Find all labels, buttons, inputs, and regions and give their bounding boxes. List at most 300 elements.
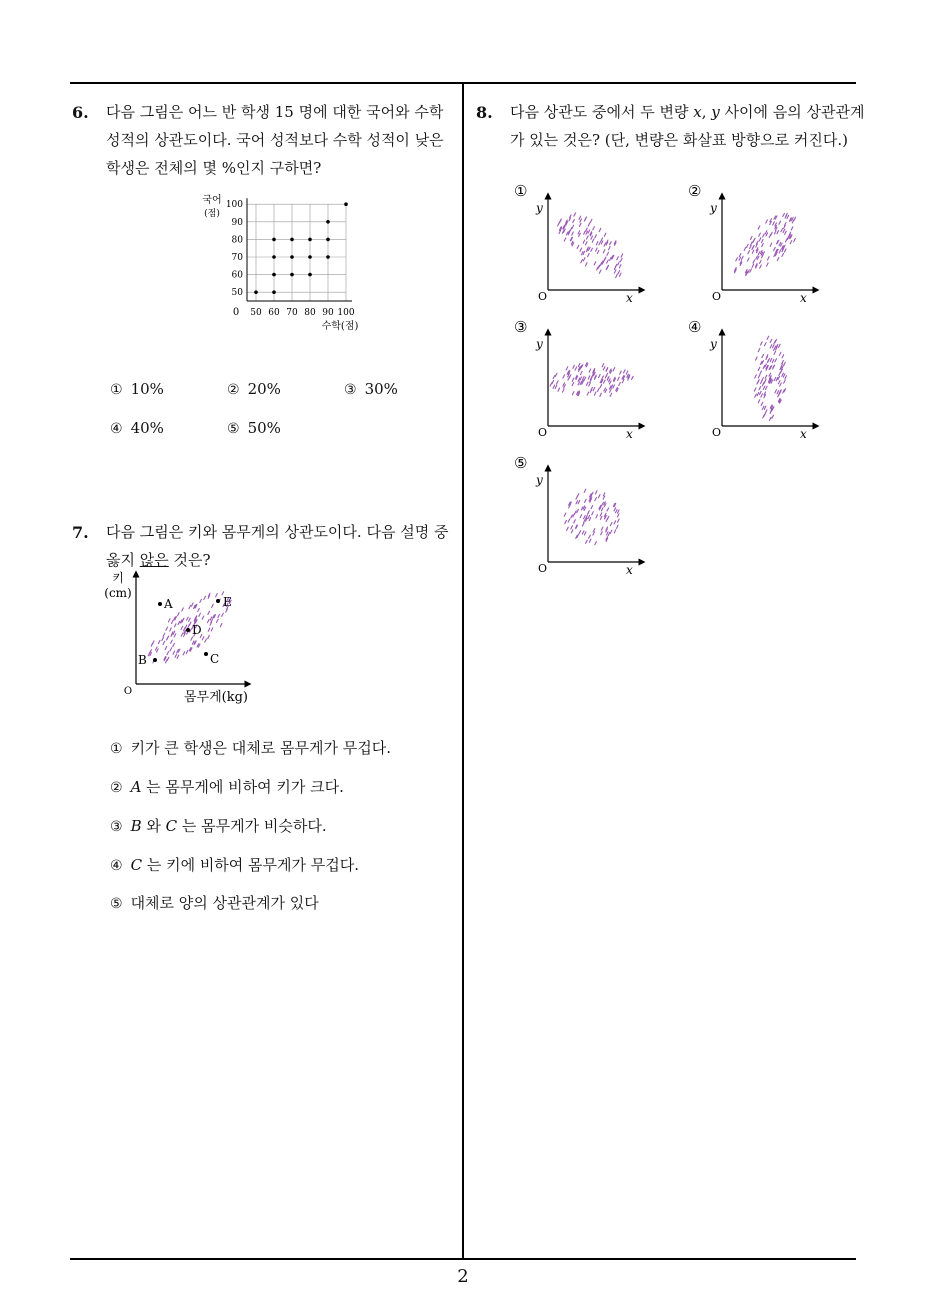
q8-plot-1-dot-93 [583, 240, 585, 243]
q8-plot-2-dot-76 [759, 233, 761, 236]
q8-plot-1-dot-80 [599, 228, 601, 231]
q8-plot-4-dot-83 [784, 362, 786, 365]
q8-plot-1-dot-85 [591, 236, 593, 239]
q8-plot-3-dot-26 [578, 378, 580, 381]
q8-plot-5-dot-93 [586, 540, 588, 543]
q8-choice-1[interactable] [512, 180, 648, 312]
q8-plot-4-dot-26 [779, 344, 781, 347]
q8-plot-5-dot-24 [614, 521, 616, 524]
q8-plot-1-dot-87 [604, 243, 606, 246]
q6-choice-3[interactable] [344, 380, 398, 398]
q8-plot-4-dot-32 [766, 386, 768, 389]
q6-y-tick-80: 80 [231, 235, 243, 246]
q8-plot-1-dot-16 [614, 270, 616, 273]
q6-choice-1-mark: ① [110, 382, 123, 398]
q8-plot-2 [686, 180, 822, 308]
q8-plot-5-x-label: x [626, 563, 633, 577]
q8-plot-1-dot-107 [597, 250, 599, 253]
q8-plot-4-dot-108 [764, 406, 766, 409]
q8-plot-4-dot-88 [764, 413, 766, 416]
q6-point-14 [344, 202, 348, 206]
q8-plot-4-dot-16 [784, 380, 786, 383]
q8-plot-2-y-label: y [710, 201, 717, 215]
q8-plot-5-dot-32 [581, 507, 583, 510]
q6-x-tick-100: 100 [337, 308, 355, 318]
q8-plot-5-dot-20 [578, 501, 580, 504]
q7-choice-3-var: B [130, 817, 142, 835]
q8-plot-4-dot-66 [756, 357, 758, 360]
q8-plot-4-dot-29 [758, 375, 760, 378]
q7-choice-5[interactable] [110, 892, 319, 913]
q8-plot-4-dot-20 [775, 359, 777, 362]
q7-cloud-dot-97 [170, 628, 172, 631]
q8-plot-4-dot-96 [759, 387, 761, 390]
q8-plot-5-dot-28 [577, 510, 579, 513]
q6-point-2 [272, 273, 276, 277]
q6-point-7 [290, 238, 294, 242]
q8-plot-3-dot-51 [613, 385, 615, 388]
q8-plot-2-dot-50 [783, 229, 785, 232]
q7-cloud-dot-116 [195, 616, 197, 619]
q8-plot-3-dot-19 [600, 393, 602, 396]
q6-choice-4[interactable] [110, 419, 164, 437]
q8-plot-1-dot-3 [599, 270, 601, 273]
q8-plot-3-dot-25 [552, 380, 554, 383]
q8-choice-5[interactable] [512, 452, 648, 584]
q6-x-tick-70: 70 [286, 308, 298, 318]
q8-plot-3-dot-76 [594, 392, 596, 395]
q8-plot-2-dot-48 [758, 226, 760, 229]
q8-plot-2-dot-79 [783, 213, 785, 216]
q8-plot-4-dot-84 [767, 359, 769, 362]
q7-choice-4-mark: ④ [110, 858, 123, 874]
q7-choice-4-var: C [130, 856, 143, 874]
q8-plot-4-dot-35 [762, 406, 764, 409]
q8-plot-4-dot-77 [755, 375, 757, 378]
q8-plot-2-dot-58 [761, 239, 763, 242]
q8-plot-4-dot-93 [770, 410, 772, 413]
q6-choice-5-text: 50% [247, 419, 281, 437]
q8-plot-3 [512, 316, 648, 444]
q8-plot-2-dot-78 [787, 237, 789, 240]
q8-plot-2-dot-68 [762, 243, 764, 246]
q7-point-d-label: D [192, 623, 202, 637]
q8-plot-5-dot-78 [567, 527, 569, 530]
q7-point-e-label: E [223, 595, 232, 609]
q8-choice-4-mark: ④ [688, 318, 702, 336]
q8-plot-3-dot-99 [610, 393, 612, 396]
q7-choice-3-text: 는 몸무게가 비슷하다. [177, 817, 327, 835]
q8-plot-5-y-label: y [536, 473, 543, 487]
q8-plot-2-dot-81 [782, 253, 784, 256]
q8-plot-1-dot-101 [579, 223, 581, 226]
q6-point-11 [326, 255, 330, 259]
q8-plot-3-dot-83 [572, 378, 574, 381]
q8-plot-3-dot-106 [606, 373, 608, 376]
q7-cloud-dot-47 [171, 640, 173, 643]
q8-plot-1-dot-12 [596, 248, 598, 251]
q7-cloud-dot-69 [208, 628, 210, 631]
q8-plot-4-dot-100 [772, 359, 774, 362]
q7-cloud-dot-13 [189, 618, 191, 621]
q6-x-tick-90: 90 [322, 308, 334, 318]
q8-plot-2-origin: O [712, 290, 722, 303]
q8-plot-1-dot-54 [590, 219, 592, 222]
q8-plot-1-dot-70 [607, 252, 609, 255]
q8-plot-5-dot-76 [595, 491, 597, 494]
q6-choice-3-mark: ③ [344, 382, 357, 398]
q8-plot-4-dot-92 [783, 390, 785, 393]
q8-plot-5-dot-41 [618, 519, 620, 522]
q6-x-tick-60: 60 [268, 308, 280, 318]
q6-choice-5[interactable] [227, 419, 281, 437]
q8-plot-4-dot-85 [772, 345, 774, 348]
q7-point-a-dot [158, 602, 162, 606]
q8-number: 8. [476, 103, 493, 122]
q8-plot-5-dot-30 [592, 512, 594, 515]
q8-plot-2-dot-102 [781, 229, 783, 232]
q7-cloud-dot-101 [212, 604, 214, 607]
q6-choice-4-text: 40% [130, 419, 164, 437]
q8-plot-1-cloud [558, 213, 623, 278]
q8-choice-3[interactable] [512, 316, 648, 448]
q8-plot-1-dot-71 [574, 213, 576, 216]
q8-plot-3-dot-31 [632, 376, 634, 379]
q8-plot-1-dot-39 [604, 257, 606, 260]
q8-plot-4-dot-64 [769, 417, 771, 420]
q6-x-tick-80: 80 [304, 308, 316, 318]
q6-choice-1[interactable] [110, 380, 164, 398]
q8-plot-1-dot-90 [579, 216, 581, 219]
q8-text-line1-post: 사이에 음의 상관관계 [719, 103, 865, 121]
q7-cloud-dot-108 [173, 643, 175, 646]
q8-plot-1-dot-10 [619, 265, 621, 268]
q8-plot-4-dot-30 [761, 402, 763, 405]
q8-plot-3-dot-73 [580, 371, 582, 374]
q8-plot-3-origin: O [538, 426, 548, 439]
q6-choice-2[interactable] [227, 380, 281, 398]
q8-plot-3-dot-7 [599, 374, 601, 377]
q7-cloud-dot-39 [165, 660, 167, 663]
q7-ylabel-line1: 키 [112, 571, 124, 585]
q8-plot-1-dot-38 [588, 230, 590, 233]
q7-choice-3-mid: 와 [141, 817, 166, 835]
q7-cloud-dot-29 [200, 599, 202, 602]
q8-plot-3-dot-63 [557, 381, 559, 384]
q6-point-9 [308, 255, 312, 259]
q6-choice-5-mark: ⑤ [227, 421, 240, 437]
q8-plot-3-dot-33 [626, 371, 628, 374]
q6-point-1 [272, 290, 276, 294]
q8-plot-3-dot-13 [604, 388, 606, 391]
q8-choice-5-mark: ⑤ [514, 454, 528, 472]
q8-text-line1 [510, 98, 864, 126]
q8-plot-5-dot-29 [617, 510, 619, 513]
q8-plot-1-dot-51 [578, 231, 580, 234]
q8-plot-2-dot-4 [791, 227, 793, 230]
q8-plot-2-dot-42 [794, 239, 796, 242]
q6-point-6 [290, 255, 294, 259]
q7-cloud-dot-88 [174, 634, 176, 637]
q7-choice-3-var2: C [165, 817, 178, 835]
q7-point-e-dot [216, 599, 220, 603]
q8-plot-2-dot-0 [768, 257, 770, 260]
q8-plot-4-dot-81 [770, 339, 772, 342]
q8-plot-3-dot-61 [553, 385, 555, 388]
q7-cloud-dot-54 [191, 637, 193, 640]
q7-cloud-dot-85 [183, 652, 185, 655]
q8-plot-4 [686, 316, 822, 444]
q7-cloud-dot-58 [158, 640, 160, 643]
q8-plot-2-dot-86 [773, 222, 775, 225]
q6-point-0 [254, 290, 258, 294]
q6-choice-3-text: 30% [364, 380, 398, 398]
q8-plot-5-dot-31 [571, 526, 573, 529]
q8-plot-4-dot-73 [766, 355, 768, 358]
q8-plot-1-dot-44 [588, 223, 590, 226]
q8-plot-2-dot-94 [766, 233, 768, 236]
q7-point-c-label: C [210, 652, 220, 666]
q8-plot-5-dot-83 [608, 533, 610, 536]
q8-plot-4-dot-98 [758, 400, 760, 403]
q8-plot-1-dot-66 [618, 271, 620, 274]
q6-text-line2: 성적의 상관도이다. 국어 성적보다 수학 성적이 낮은 [106, 131, 444, 149]
q6-y-tick-50: 50 [231, 288, 243, 299]
q8-plot-2-dot-34 [754, 238, 756, 241]
q7-cloud-dot-80 [165, 646, 167, 649]
q6-y-tick-100: 100 [225, 200, 243, 211]
q7-cloud-dot-9 [157, 649, 159, 652]
q8-choice-2[interactable] [686, 180, 822, 312]
q8-plot-3-dot-66 [555, 385, 557, 388]
q8-plot-1-dot-72 [588, 253, 590, 256]
q8-plot-2-dot-93 [763, 234, 765, 237]
q7-cloud-dot-40 [216, 594, 218, 597]
q8-plot-3-dot-60 [558, 388, 560, 391]
q8-plot-1 [512, 180, 648, 308]
q6-text [106, 98, 444, 182]
q8-plot-5-dot-33 [601, 508, 603, 511]
q7-cloud-dot-105 [166, 627, 168, 630]
q8-plot-5-dot-5 [579, 531, 581, 534]
q8-plot-4-origin: O [712, 426, 722, 439]
q8-plot-5-origin: O [538, 562, 548, 575]
q7-point-a-label: A [164, 597, 173, 611]
q8-plot-3-dot-69 [611, 385, 613, 388]
q8-plot-1-dot-65 [618, 262, 620, 265]
q8-plot-4-dot-5 [773, 365, 775, 368]
q8-plot-1-y-label: y [536, 201, 543, 215]
q8-plot-3-dot-27 [553, 375, 555, 378]
q8-plot-5-dot-81 [615, 510, 617, 513]
q8-plot-2-dot-83 [785, 231, 787, 234]
q8-plot-4-dot-60 [758, 349, 760, 352]
q8-plot-4-dot-25 [779, 390, 781, 393]
q8-plot-3-dot-2 [602, 376, 604, 379]
q6-origin-label: 0 [232, 307, 240, 318]
q8-plot-3-dot-11 [598, 388, 600, 391]
q8-plot-2-dot-61 [753, 260, 755, 263]
q8-plot-2-dot-46 [748, 270, 750, 273]
q8-plot-1-dot-37 [619, 273, 621, 276]
q8-plot-4-dot-7 [765, 375, 767, 378]
q8-plot-4-dot-19 [763, 386, 765, 389]
q7-choice-4[interactable] [110, 854, 359, 875]
q8-plot-4-dot-50 [782, 355, 784, 358]
q7-choice-1[interactable] [110, 737, 391, 758]
q7-choice-1-mark: ① [110, 741, 123, 757]
q7-choice-5-mark: ⑤ [110, 896, 123, 912]
q8-plot-4-dot-91 [778, 381, 780, 384]
q8-plot-5-dot-25 [603, 493, 605, 496]
q7-cloud-dot-23 [207, 619, 209, 622]
q7-cloud-dot-75 [226, 609, 228, 612]
q8-plot-1-dot-41 [609, 246, 611, 249]
q6-scatter-chart [190, 188, 370, 348]
q8-plot-3-dot-71 [573, 365, 575, 368]
q8-plot-3-dot-75 [578, 382, 580, 385]
q8-plot-1-dot-76 [593, 227, 595, 230]
q8-plot-5-dot-21 [614, 508, 616, 511]
q8-plot-4-y-label: y [710, 337, 717, 351]
q8-plot-4-dot-104 [758, 367, 760, 370]
q8-plot-3-dot-20 [603, 367, 605, 370]
q8-plot-1-dot-23 [594, 262, 596, 265]
q8-plot-3-dot-89 [575, 367, 577, 370]
q8-plot-1-dot-43 [607, 260, 609, 263]
q7-choice-5-text: 대체로 양의 상관관계가 있다 [130, 894, 319, 912]
q8-plot-1-dot-84 [601, 241, 603, 244]
q8-plot-2-dot-22 [748, 251, 750, 254]
q8-plot-1-dot-56 [596, 242, 598, 245]
q8-plot-1-x-label: x [626, 291, 633, 305]
q8-plot-2-dot-7 [750, 245, 752, 248]
q7-choice-3[interactable] [110, 815, 327, 836]
q8-plot-5-dot-66 [610, 522, 612, 525]
q8-plot-4-dot-70 [754, 388, 756, 391]
q8-plot-2-dot-47 [747, 258, 749, 261]
q8-plot-2-dot-38 [752, 264, 754, 267]
q8-plot-4-dot-65 [760, 391, 762, 394]
q8-plot-4-dot-47 [762, 354, 764, 357]
q7-choice-2-mark: ② [110, 780, 123, 796]
q8-plot-1-dot-26 [615, 264, 617, 267]
q8-plot-2-dot-100 [752, 250, 754, 253]
q8-plot-5-dot-47 [591, 506, 593, 509]
q8-plot-2-dot-70 [739, 257, 741, 260]
q8-plot-3-dot-55 [572, 383, 574, 386]
q8-plot-4-dot-74 [774, 377, 776, 380]
q6-number: 6. [72, 103, 89, 122]
q7-cloud-dot-28 [163, 633, 165, 636]
q8-plot-5-dot-51 [595, 542, 597, 545]
q8-text-line1-pre: 다음 상관도 중에서 두 변량 [510, 103, 694, 121]
q8-plot-1-dot-100 [564, 238, 566, 241]
q8-plot-1-dot-48 [573, 219, 575, 222]
q7-cloud-dot-42 [211, 628, 213, 631]
q8-plot-2-dot-33 [747, 244, 749, 247]
q6-ylabel-line2: (점) [204, 209, 220, 219]
q8-plot-2-dot-84 [777, 231, 779, 234]
q8-plot-2-dot-97 [794, 217, 796, 220]
q8-choice-1-mark: ① [514, 182, 528, 200]
q8-plot-5-dot-58 [603, 496, 605, 499]
q8-plot-1-dot-49 [585, 242, 587, 245]
q8-choice-4[interactable] [686, 316, 822, 448]
q8-plot-1-dot-55 [587, 236, 589, 239]
q7-choice-2[interactable] [110, 776, 344, 797]
q8-plot-5-dot-49 [601, 527, 603, 530]
q8-plot-2-dot-24 [751, 242, 753, 245]
q8-plot-2-dot-69 [750, 236, 752, 239]
q7-height-weight-figure [100, 568, 270, 708]
q8-plot-2-dot-13 [777, 241, 779, 244]
q7-cloud-dot-104 [167, 636, 169, 639]
q8-plot-4-dot-28 [774, 347, 776, 350]
q7-cloud-dot-118 [220, 624, 222, 627]
q8-plot-3-y-label: y [536, 337, 543, 351]
q7-cloud-dot-51 [189, 605, 191, 608]
q8-plot-4-dot-27 [772, 415, 774, 418]
q8-plot-3-dot-42 [620, 371, 622, 374]
q8-plot-5-dot-23 [573, 514, 575, 517]
q6-point-12 [326, 238, 330, 242]
q8-text-var-y: y [711, 103, 720, 121]
q8-plot-5-dot-16 [564, 513, 566, 516]
q7-cloud-dot-74 [188, 624, 190, 627]
q7-ylabel-line2: (cm) [104, 586, 132, 600]
q6-y-tick-90: 90 [231, 217, 243, 228]
q8-plot-4-dot-57 [780, 383, 782, 386]
q7-cloud-dot-98 [208, 611, 210, 614]
q8-plot-4-dot-24 [762, 383, 764, 386]
q7-cloud-dot-60 [181, 626, 183, 629]
q8-plot-5-dot-50 [576, 496, 578, 499]
q7-cloud-dot-11 [198, 608, 200, 611]
q7-text-line2-pre: 옳지 [106, 551, 140, 569]
q8-plot-3-dot-15 [562, 389, 564, 392]
q6-xlabel: 수학(점) [321, 321, 359, 332]
q8-plot-4-dot-87 [778, 394, 780, 397]
q8-plot-3-dot-41 [603, 380, 605, 383]
q7-cloud-dot-20 [152, 641, 154, 644]
q8-plot-3-dot-105 [566, 367, 568, 370]
q8-plot-5-dot-59 [565, 520, 567, 523]
q7-text-underlined: 않은 [139, 551, 169, 569]
q8-plot-4-dot-59 [779, 352, 781, 355]
q8-plot-5-dot-9 [607, 508, 609, 511]
q6-point-8 [308, 273, 312, 277]
q8-plot-4-dot-49 [761, 342, 763, 345]
q7-cloud-dot-32 [182, 608, 184, 611]
q8-plot-2-dot-63 [774, 231, 776, 234]
q8-plot-4-dot-56 [770, 358, 772, 361]
q7-text [106, 518, 448, 574]
q8-plot-5-dot-15 [584, 516, 586, 519]
q8-plot-4-cloud [754, 336, 786, 420]
q8-plot-5-dot-34 [576, 501, 578, 504]
q8-text [510, 98, 864, 154]
q8-plot-2-dot-105 [787, 215, 789, 218]
q8-plot-1-dot-88 [580, 219, 582, 222]
q8-plot-2-dot-30 [784, 249, 786, 252]
q8-plot-1-origin: O [538, 290, 548, 303]
q7-cloud-dot-53 [185, 625, 187, 628]
q6-point-13 [326, 220, 330, 224]
q7-cloud-dot-61 [202, 637, 204, 640]
q8-plot-4-dot-76 [760, 371, 762, 374]
q8-plot-4-dot-45 [785, 376, 787, 379]
